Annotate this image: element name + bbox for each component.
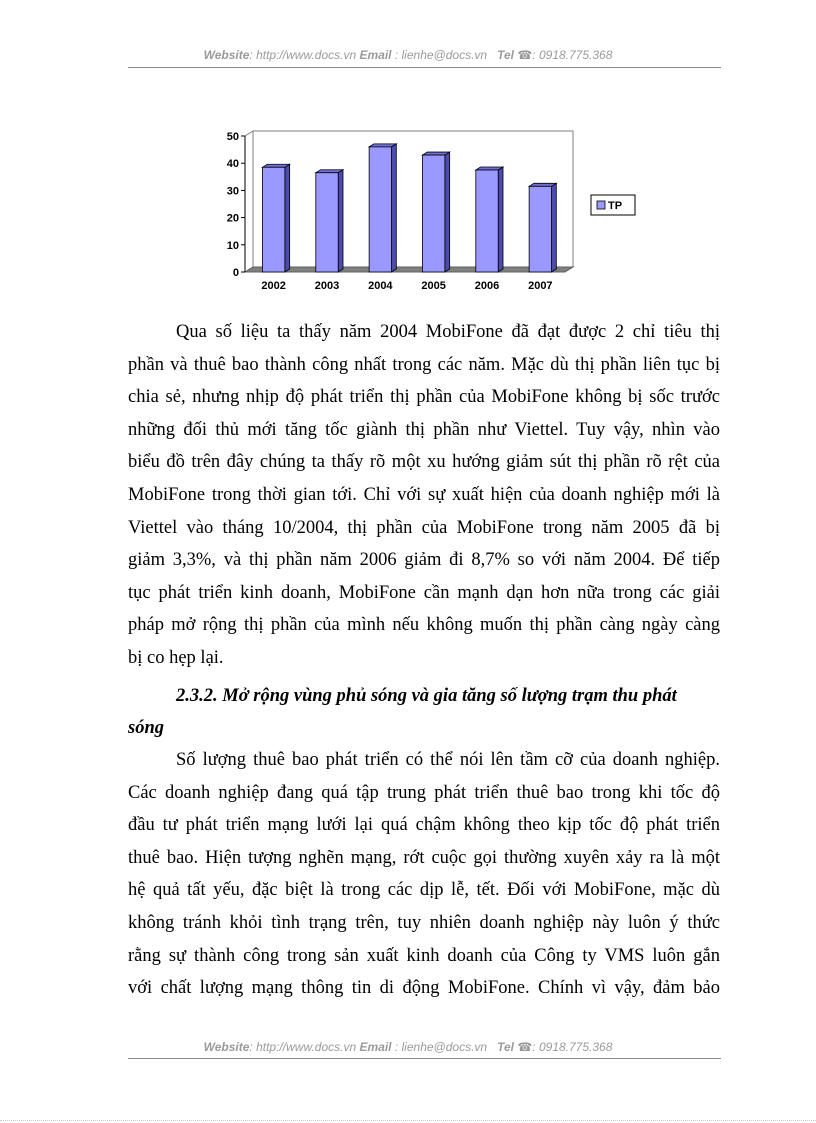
y-tick-label: 0 [232,267,239,279]
bar-top [529,183,556,186]
text-line: không tránh khỏi tình trạng trên, tuy nhiên doanh nghiệp này luôn ý thức [128,912,720,933]
text-line: đầu tư phát triển mạng lưới lại quá chậm không theo kịp tốc độ phát triển [128,815,720,836]
bar [316,173,338,272]
header-website-label: Website [203,48,250,62]
bar [422,155,444,272]
footer-website-url[interactable]: : http://www.docs.vn [249,1040,357,1054]
footer-divider [128,1058,721,1059]
text-line: MobiFone trong thời gian tới. Chỉ với sự xuất hiện của doanh nghiệp mới là [128,484,720,505]
phone-icon: ☎ [517,48,533,62]
y-tick-label: 50 [226,131,239,143]
text-line: biểu đồ trên đây chúng ta thấy rõ một xu hướng giảm sút thị phần rõ rệt của [128,452,720,473]
text-line: những đối thủ mới tăng tốc giành thị phần như Viettel. Tuy vậy, nhìn vào [128,419,720,440]
paragraph-1 [128,316,720,675]
legend-swatch [597,201,605,209]
y-tick-label: 10 [226,239,239,252]
text-line: thuê bao. Hiện tượng nghẽn mạng, rớt cuộc gọi thường xuyên xảy ra là một [128,847,720,868]
x-tick-label: 2007 [528,280,553,292]
heading-line: 2.3.2. Mở rộng vùng phủ sóng và gia tăng số lượng trạm thu phát [176,686,677,706]
phone-icon: ☎ [517,1040,533,1054]
footer-website-label: Website [203,1040,250,1054]
bar [476,170,498,272]
text-line: phần và thuê bao thành công nhất trong các năm. Mặc dù thị phần liên tục bị [128,354,720,375]
market-share-chart [215,120,645,300]
header-email-label: Email [359,48,392,62]
text-line: giảm 3,3%, và thị phần năm 2006 giảm đi 8,7% so với năm 2004. Để tiếp [128,550,720,571]
paragraph-2 [128,744,720,1005]
bar-top [476,167,503,170]
page-header [0,48,816,62]
text-line: bị co hẹp lại. [128,647,224,668]
y-tick-label: 40 [226,158,239,171]
bar-side [552,183,557,272]
x-tick-label: 2003 [314,280,340,292]
chart-floor [245,267,573,272]
header-tel-label: Tel [497,48,514,62]
bar-top [262,164,289,167]
text-line: Qua số liệu ta thấy năm 2004 MobiFone đã đạt được 2 chỉ tiêu thị [176,322,720,342]
bar [369,147,391,272]
header-tel-value: : 0918.775.368 [532,48,613,62]
legend-label: TP [608,200,623,212]
header-email-value[interactable]: : lienhe@docs.vn [394,48,488,62]
text-line: chia sẻ, nhưng nhịp độ phát triển thị phần của MobiFone không bị sốc trước [128,387,720,408]
bar-side [498,167,503,272]
text-line: Viettel vào tháng 10/2004, thị phần của MobiFone trong năm 2005 đã bị [128,517,720,538]
header-website-url[interactable]: : http://www.docs.vn [249,48,357,62]
bar-side [445,152,450,272]
x-tick-label: 2006 [474,280,500,292]
bar-top [316,170,343,173]
bar-side [392,144,397,272]
text-line: rằng sự thành công trong sản xuất kinh doanh của Công ty VMS luôn gắn [128,945,720,966]
bar-top [369,144,396,147]
chart-back-wall [253,131,573,267]
bar [262,167,284,272]
page-edge-dotted-line [0,1120,816,1121]
footer-tel-label: Tel [497,1040,514,1054]
x-tick-label: 2005 [421,280,446,292]
text-line: pháp mở rộng thị phần của mình nếu không muốn thị phần càng ngày càng [128,615,720,636]
heading-line: sóng [128,718,164,738]
bar [529,186,551,272]
text-line: Các doanh nghiệp đang quá tập trung phát triển thuê bao trong khi tốc độ [128,782,720,803]
x-tick-label: 2004 [368,280,393,292]
footer-tel-value: : 0918.775.368 [532,1040,613,1054]
y-tick-label: 20 [226,212,239,225]
y-tick-label: 30 [226,185,239,198]
x-tick-label: 2002 [261,280,286,292]
bar-side [338,170,343,272]
text-line: tục phát triển kinh doanh, MobiFone cần mạnh dạn hơn nữa trong các giải [128,582,720,603]
chart-side-wall [245,131,253,272]
section-heading [128,680,720,744]
text-line: với chất lượng mạng thông tin di động MobiFone. Chính vì vậy, đảm bảo [128,978,720,999]
bar-top [422,152,449,155]
footer-email-label: Email [359,1040,392,1054]
header-divider [128,67,721,68]
footer-email-value[interactable]: : lienhe@docs.vn [394,1040,488,1054]
text-line: hệ quả tất yếu, đặc biệt là trong các dịp lễ, tết. Đối với MobiFone, mặc dù [128,880,720,901]
page-footer [0,1040,816,1054]
text-line: Số lượng thuê bao phát triển có thể nói lên tầm cỡ của doanh nghiệp. [176,750,720,770]
bar-side [285,164,290,272]
